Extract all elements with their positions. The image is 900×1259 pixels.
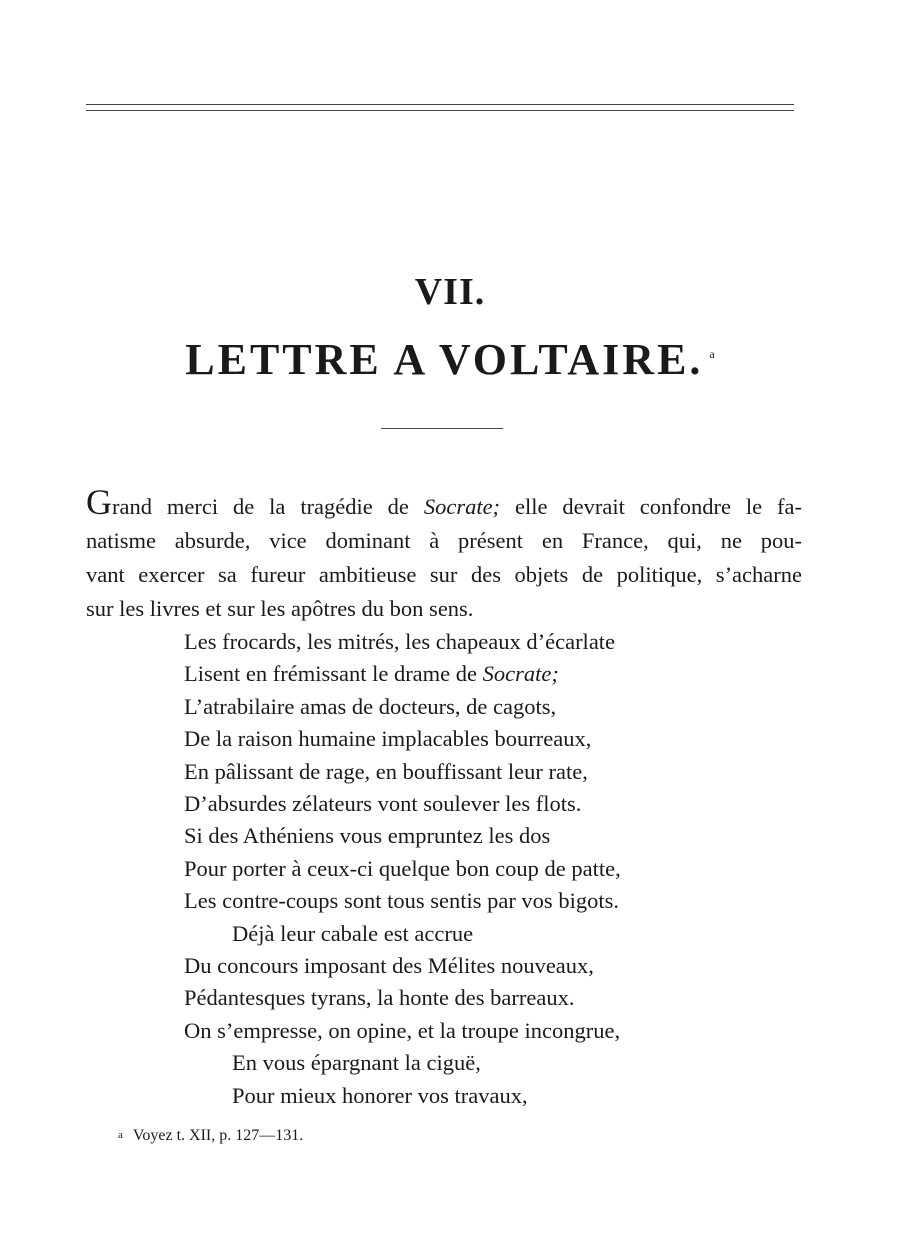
footnote xyxy=(118,1124,303,1147)
prose-text: elle devrait confondre le fa- xyxy=(500,494,802,519)
drop-cap: G xyxy=(86,482,112,522)
prose-text: rand merci de la tragédie de xyxy=(112,494,424,519)
chapter-number: VII. xyxy=(414,271,486,313)
verse-line xyxy=(184,658,784,690)
chapter-title xyxy=(0,334,900,385)
prose-line: sur les livres et sur les apôtres du bon sens. xyxy=(86,596,474,621)
prose-line: vant exercer sa fureur ambitieuse sur des objets de politique, s’acharne xyxy=(86,562,802,587)
footnote-mark: a xyxy=(118,1129,123,1141)
header-double-rule xyxy=(86,104,794,111)
verse-line-indented: Pour mieux honorer vos travaux, xyxy=(232,1082,528,1108)
verse-line: Si des Athéniens vous empruntez les dos xyxy=(184,823,551,849)
verse-line-indented: Déjà leur cabale est accrue xyxy=(232,920,474,946)
title-socrate: Socrate; xyxy=(423,494,501,519)
prose-line xyxy=(86,482,802,524)
title-socrate: Socrate; xyxy=(482,661,559,687)
verse-line-indented: En vous épargnant la ciguë, xyxy=(232,1050,481,1076)
verse-line: L’atrabilaire amas de docteurs, de cagots, xyxy=(184,693,557,719)
verse-line: On s’empresse, on opine, et la troupe incongrue, xyxy=(184,1017,621,1043)
verse-line: D’absurdes zélateurs vont soulever les flots. xyxy=(184,791,582,817)
verse-line: Les frocards, les mitrés, les chapeaux d’écarlate xyxy=(184,629,616,654)
verse-text: Lisent en frémissant le drame de xyxy=(184,661,483,687)
chapter-title-text: LETTRE A VOLTAIRE. xyxy=(185,335,704,384)
title-separator-rule xyxy=(381,428,503,429)
verse-line: Pédantesques tyrans, la honte des barreaux. xyxy=(184,985,575,1011)
prose-line: natisme absurde, vice dominant à présent en France, qui, ne pou- xyxy=(86,528,802,553)
verse-line: De la raison humaine implacables bourreaux, xyxy=(184,726,592,752)
verse-line: Du concours imposant des Mélites nouveaux, xyxy=(184,953,594,979)
verse-line: Les contre-coups sont tous sentis par vos bigots. xyxy=(184,888,619,914)
footnote-reference-mark: a xyxy=(709,347,715,362)
verse-block xyxy=(184,626,784,1112)
verse-line: En pâlissant de rage, en bouffissant leur rate, xyxy=(184,758,588,784)
verse-line: Pour porter à ceux-ci quelque bon coup de patte, xyxy=(184,855,621,881)
footnote-text: Voyez t. XII, p. 127—131. xyxy=(132,1127,304,1144)
prose-paragraph xyxy=(86,482,802,626)
